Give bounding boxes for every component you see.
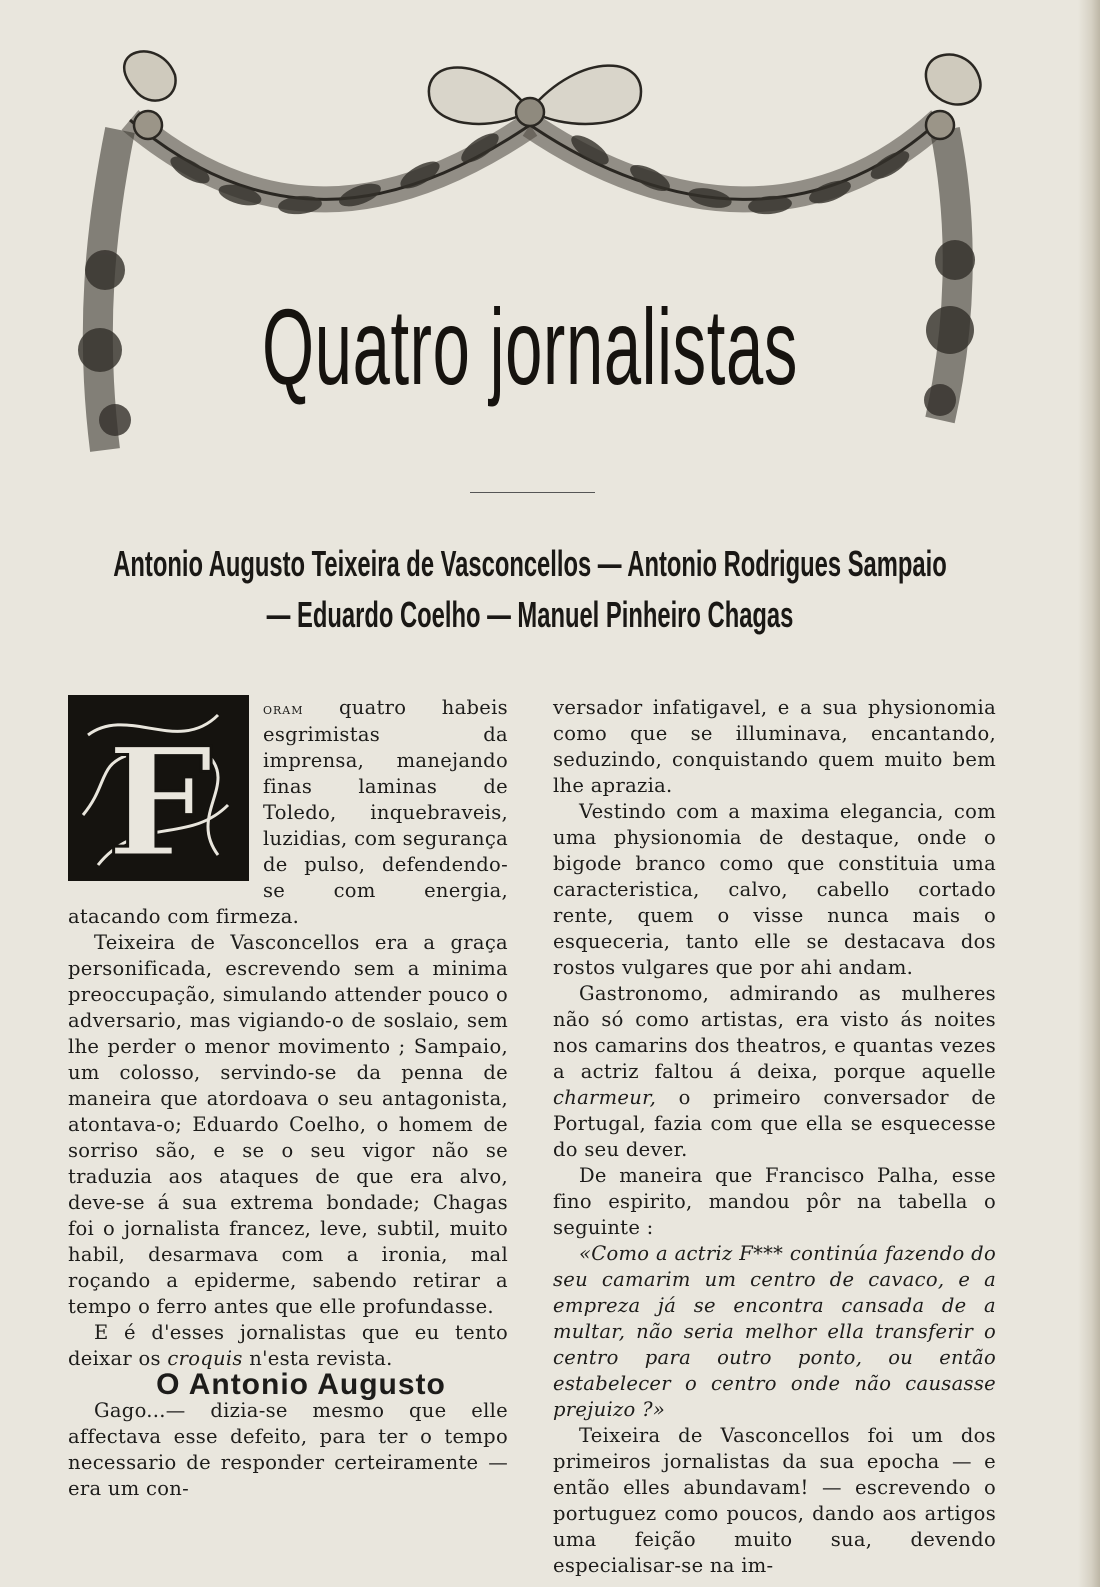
- page-edge-shadow: [1078, 0, 1100, 1587]
- gastronomo-before: Gastronomo, admirando as mulheres não só como artistas, era visto ás noites nos camarins dos theatros, e quantas vezes a actriz faltou á deixa, porque aquelle: [553, 982, 996, 1083]
- ribbon-bow-icon: [429, 66, 641, 126]
- section-heading: O Antonio Augusto: [156, 1368, 446, 1401]
- right-column: [553, 695, 996, 1579]
- intro-paragraph: [68, 695, 508, 930]
- croquis-text-after: n'esta revista.: [242, 1347, 393, 1370]
- dropcap-letter: F: [106, 715, 214, 881]
- paragraph-elegancia: Vestindo com a maxima elegancia, com uma physionomia de destaque, onde o bigode branco como que constituia uma caracteristica, calvo, cabello cortado rente, quem o visse nunca mais o esqueceria, tanto elle se destacava dos rostos vulgares que por ahi andam.: [553, 800, 996, 979]
- paragraph-personalities: Teixeira de Vasconcellos era a graça personificada, escrevendo sem a minima preoccupação, simulando attender pouco o adversario, mas vigiando-o de soslaio, sem lhe perder o menor movimento ; Sampaio, um colosso, servindo-se da penna de maneira que atordoava o seu antagonista, atontava-o; Eduardo Coelho, o homem de sorriso são, e se o seu vigor não se traduzia aos ataques de que era alvo, deve-se á sua extrema bondade; Chagas foi o jornalista francez, leve, subtil, muito habil, desarmava com a ironia, mal roçando a epiderme, sabendo retirar a tempo o ferro antes que elle profundasse.: [68, 931, 508, 1318]
- ornate-dropcap-f: [68, 695, 249, 881]
- gastronomo-after: o primeiro conversador de Portugal, fazia com que ella se esquecesse do seu dever.: [553, 1086, 996, 1161]
- paragraph-gastronomo: [553, 981, 996, 1163]
- paragraph-conversador: versador infatigavel, e a sua physionomia como que se illuminava, encantando, seduzindo, conquistando quem muito bem lhe aprazia.: [553, 696, 996, 797]
- tabella-quote: «Como a actriz F*** continúa fazendo do seu camarim um centro de cavaco, e a empreza já se encontra cansada de a multar, não seria melhor ella transferir o centro para outro ponto, ou então estabelecer o centro onde não causasse prejuizo ?»: [553, 1242, 996, 1421]
- subtitle-line-1: Antonio Augusto Teixeira de Vasconcellos — Antonio Rodrigues Sampaio: [113, 543, 947, 584]
- page-title: Quatro jornalistas: [262, 286, 798, 407]
- left-column: [68, 695, 508, 1502]
- subtitle-line-2: — Eduardo Coelho — Manuel Pinheiro Chagas: [266, 594, 794, 635]
- title-divider: [470, 492, 595, 493]
- paragraph-gago: Gago...— dizia-se mesmo que elle affectava esse defeito, para ter o tempo necessario de responder certeiramente — era um con-: [68, 1399, 508, 1500]
- intro-text: quatro habeis esgrimistas da imprensa, manejando finas laminas de Toledo, inquebraveis, luzidias, com segurança de pulso, defendendo-se com energia, atacando com firmeza.: [68, 696, 508, 928]
- charmeur-italic: charmeur,: [553, 1086, 657, 1109]
- paragraph-croquis: [68, 1320, 508, 1372]
- paragraph-epocha: Teixeira de Vasconcellos foi um dos primeiros jornalistas da sua epocha — e então elles abundavam! — escrevendo o portuguez como poucos, dando aos artigos uma feição muito sua, devendo especialisar-se na im-: [553, 1424, 996, 1577]
- croquis-text-before: E é d'esses jornalistas que eu tento deixar os: [68, 1321, 508, 1370]
- croquis-italic: croquis: [167, 1347, 243, 1370]
- paragraph-palha: De maneira que Francisco Palha, esse fino espirito, mandou pôr na tabella o seguinte :: [553, 1164, 996, 1239]
- intro-lead-word: oram: [263, 699, 304, 718]
